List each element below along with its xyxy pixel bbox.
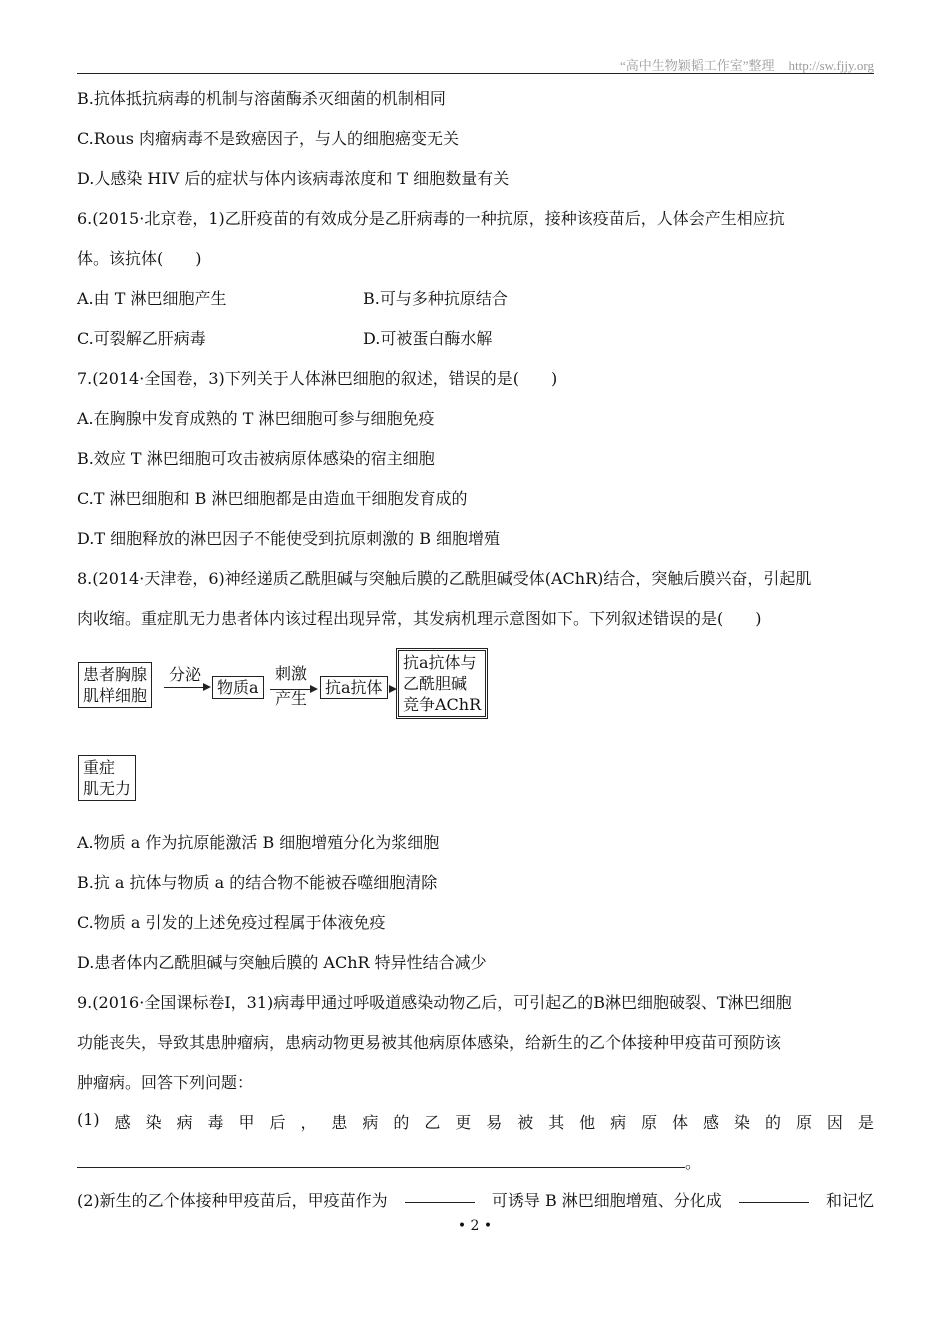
box-text: 重症 [83, 758, 116, 777]
option-8a: A.物质 a 作为抗原能激活 B 细胞增殖分化为浆细胞 [77, 833, 440, 852]
char: 他 [579, 1113, 596, 1132]
char: 因 [826, 1113, 843, 1132]
char: 更 [455, 1113, 472, 1132]
option-8b: B.抗 a 抗体与物质 a 的结合物不能被吞噬细胞清除 [77, 873, 438, 892]
part2-text-c: 和记忆 [825, 1191, 874, 1210]
option-6b: B.可与多种抗原结合 [363, 289, 508, 308]
header-url: http://sw.fjjy.org [788, 58, 874, 73]
char: 感 [114, 1113, 131, 1132]
char: 易 [486, 1113, 503, 1132]
question-9-stem: 9.(2016·全国课标卷Ⅰ，31)病毒甲通过呼吸道感染动物乙后，可引起乙的B淋巴细胞破裂、T淋巴细胞 [77, 993, 792, 1012]
question-6-stem: 6.(2015·北京卷，1)乙肝疫苗的有效成分是乙肝病毒的一种抗原，接种该疫苗后，人体会产生相应抗 [77, 209, 785, 228]
diagram-box-substance-a: 物质a [212, 676, 264, 699]
option-8c: C.物质 a 引发的上述免疫过程属于体液免疫 [77, 913, 386, 932]
question-9-part-2 [77, 1188, 874, 1211]
question-9-stem-cont: 功能丧失，导致其患肿瘤病，患病动物更易被其他病原体感染，给新生的乙个体接种甲疫苗可预防该 [77, 1033, 782, 1052]
char: 的 [393, 1113, 410, 1132]
char: 后 [269, 1113, 286, 1132]
char: 毒 [207, 1113, 224, 1132]
diagram-box-anti-a-antibody: 抗a抗体 [320, 676, 388, 699]
answer-line-9-1 [77, 1150, 701, 1173]
char: 感 [703, 1113, 720, 1132]
char: 甲 [238, 1113, 255, 1132]
box-text: 乙酰胆碱 [403, 674, 468, 693]
answer-blank[interactable] [739, 1188, 809, 1203]
question-8-stem: 8.(2014·天津卷，6)神经递质乙酰胆碱与突触后膜的乙酰胆碱受体(AChR)结合，突触后膜兴奋，引起肌 [77, 569, 812, 588]
question-9-stem-end: 肿瘤病。回答下列问题： [77, 1073, 254, 1092]
diagram-box-compete-achr [396, 648, 488, 719]
box-text: 肌无力 [83, 779, 132, 798]
page-header [77, 55, 874, 74]
answer-blank[interactable] [405, 1188, 475, 1203]
char: 染 [145, 1113, 162, 1132]
option-7a: A.在胸腺中发育成熟的 T 淋巴细胞可参与细胞免疫 [77, 409, 435, 428]
char: 病 [362, 1113, 379, 1132]
answer-blank[interactable] [77, 1153, 685, 1168]
box-text: 肌样细胞 [83, 686, 148, 705]
diagram-box-myasthenia [78, 755, 136, 801]
option-7b: B.效应 T 淋巴细胞可攻击被病原体感染的宿主细胞 [77, 449, 435, 468]
char: 病 [610, 1113, 627, 1132]
question-9-part-1 [77, 1110, 874, 1133]
arrow-to-compete [390, 689, 395, 690]
arrow-label-produce: 产生 [275, 689, 308, 708]
char: (1) [77, 1110, 100, 1129]
arrow-stimulate [270, 689, 316, 690]
box-text: 竞争AChR [403, 695, 482, 714]
box-text: 患者胸腺 [83, 665, 148, 684]
option-5b: B.抗体抵抗病毒的机制与溶菌酶杀灭细菌的机制相同 [77, 89, 446, 108]
option-6a: A.由 T 淋巴细胞产生 [77, 289, 227, 308]
char: 病 [176, 1113, 193, 1132]
diagram-box-thymus-cells [78, 662, 152, 708]
char: 体 [672, 1113, 689, 1132]
option-5d: D.人感染 HIV 后的症状与体内该病毒浓度和 T 细胞数量有关 [77, 169, 510, 188]
header-studio: “高中生物颖韬工作室”整理 [619, 58, 775, 73]
option-6c: C.可裂解乙肝病毒 [77, 329, 206, 348]
arrow-secrete [164, 687, 209, 688]
char: 原 [641, 1113, 658, 1132]
question-8-stem-cont: 肉收缩。重症肌无力患者体内该过程出现异常，其发病机理示意图如下。下列叙述错误的是( ) [77, 609, 762, 628]
box-text: 抗a抗体与 [403, 653, 477, 672]
option-5c: C.Rous 肉瘤病毒不是致癌因子，与人的细胞癌变无关 [77, 129, 460, 148]
part2-text-b: 可诱导 B 淋巴细胞增殖、分化成 [491, 1191, 722, 1210]
option-7c: C.T 淋巴细胞和 B 淋巴细胞都是由造血干细胞发育成的 [77, 489, 468, 508]
char: 的 [764, 1113, 781, 1132]
char: 原 [795, 1113, 812, 1132]
page-number: • 2 • [457, 1218, 493, 1234]
period: 。 [685, 1153, 702, 1172]
option-6d: D.可被蛋白酶水解 [363, 329, 493, 348]
arrow-label-stimulate: 刺激 [275, 664, 308, 683]
char: 是 [857, 1113, 874, 1132]
char: 染 [734, 1113, 751, 1132]
option-7d: D.T 细胞释放的淋巴因子不能使受到抗原刺激的 B 细胞增殖 [77, 529, 501, 548]
question-6-stem-cont: 体。该抗体( ) [77, 249, 202, 268]
char: 被 [517, 1113, 534, 1132]
char: ， [300, 1113, 317, 1132]
arrow-label-secrete: 分泌 [169, 665, 202, 684]
char: 乙 [424, 1113, 441, 1132]
char: 患 [331, 1113, 348, 1132]
char: 其 [548, 1113, 565, 1132]
part2-text-a: (2)新生的乙个体接种甲疫苗后，甲疫苗作为 [77, 1191, 388, 1210]
question-7-stem: 7.(2014·全国卷，3)下列关于人体淋巴细胞的叙述，错误的是( ) [77, 369, 558, 388]
option-8d: D.患者体内乙酰胆碱与突触后膜的 AChR 特异性结合减少 [77, 953, 487, 972]
